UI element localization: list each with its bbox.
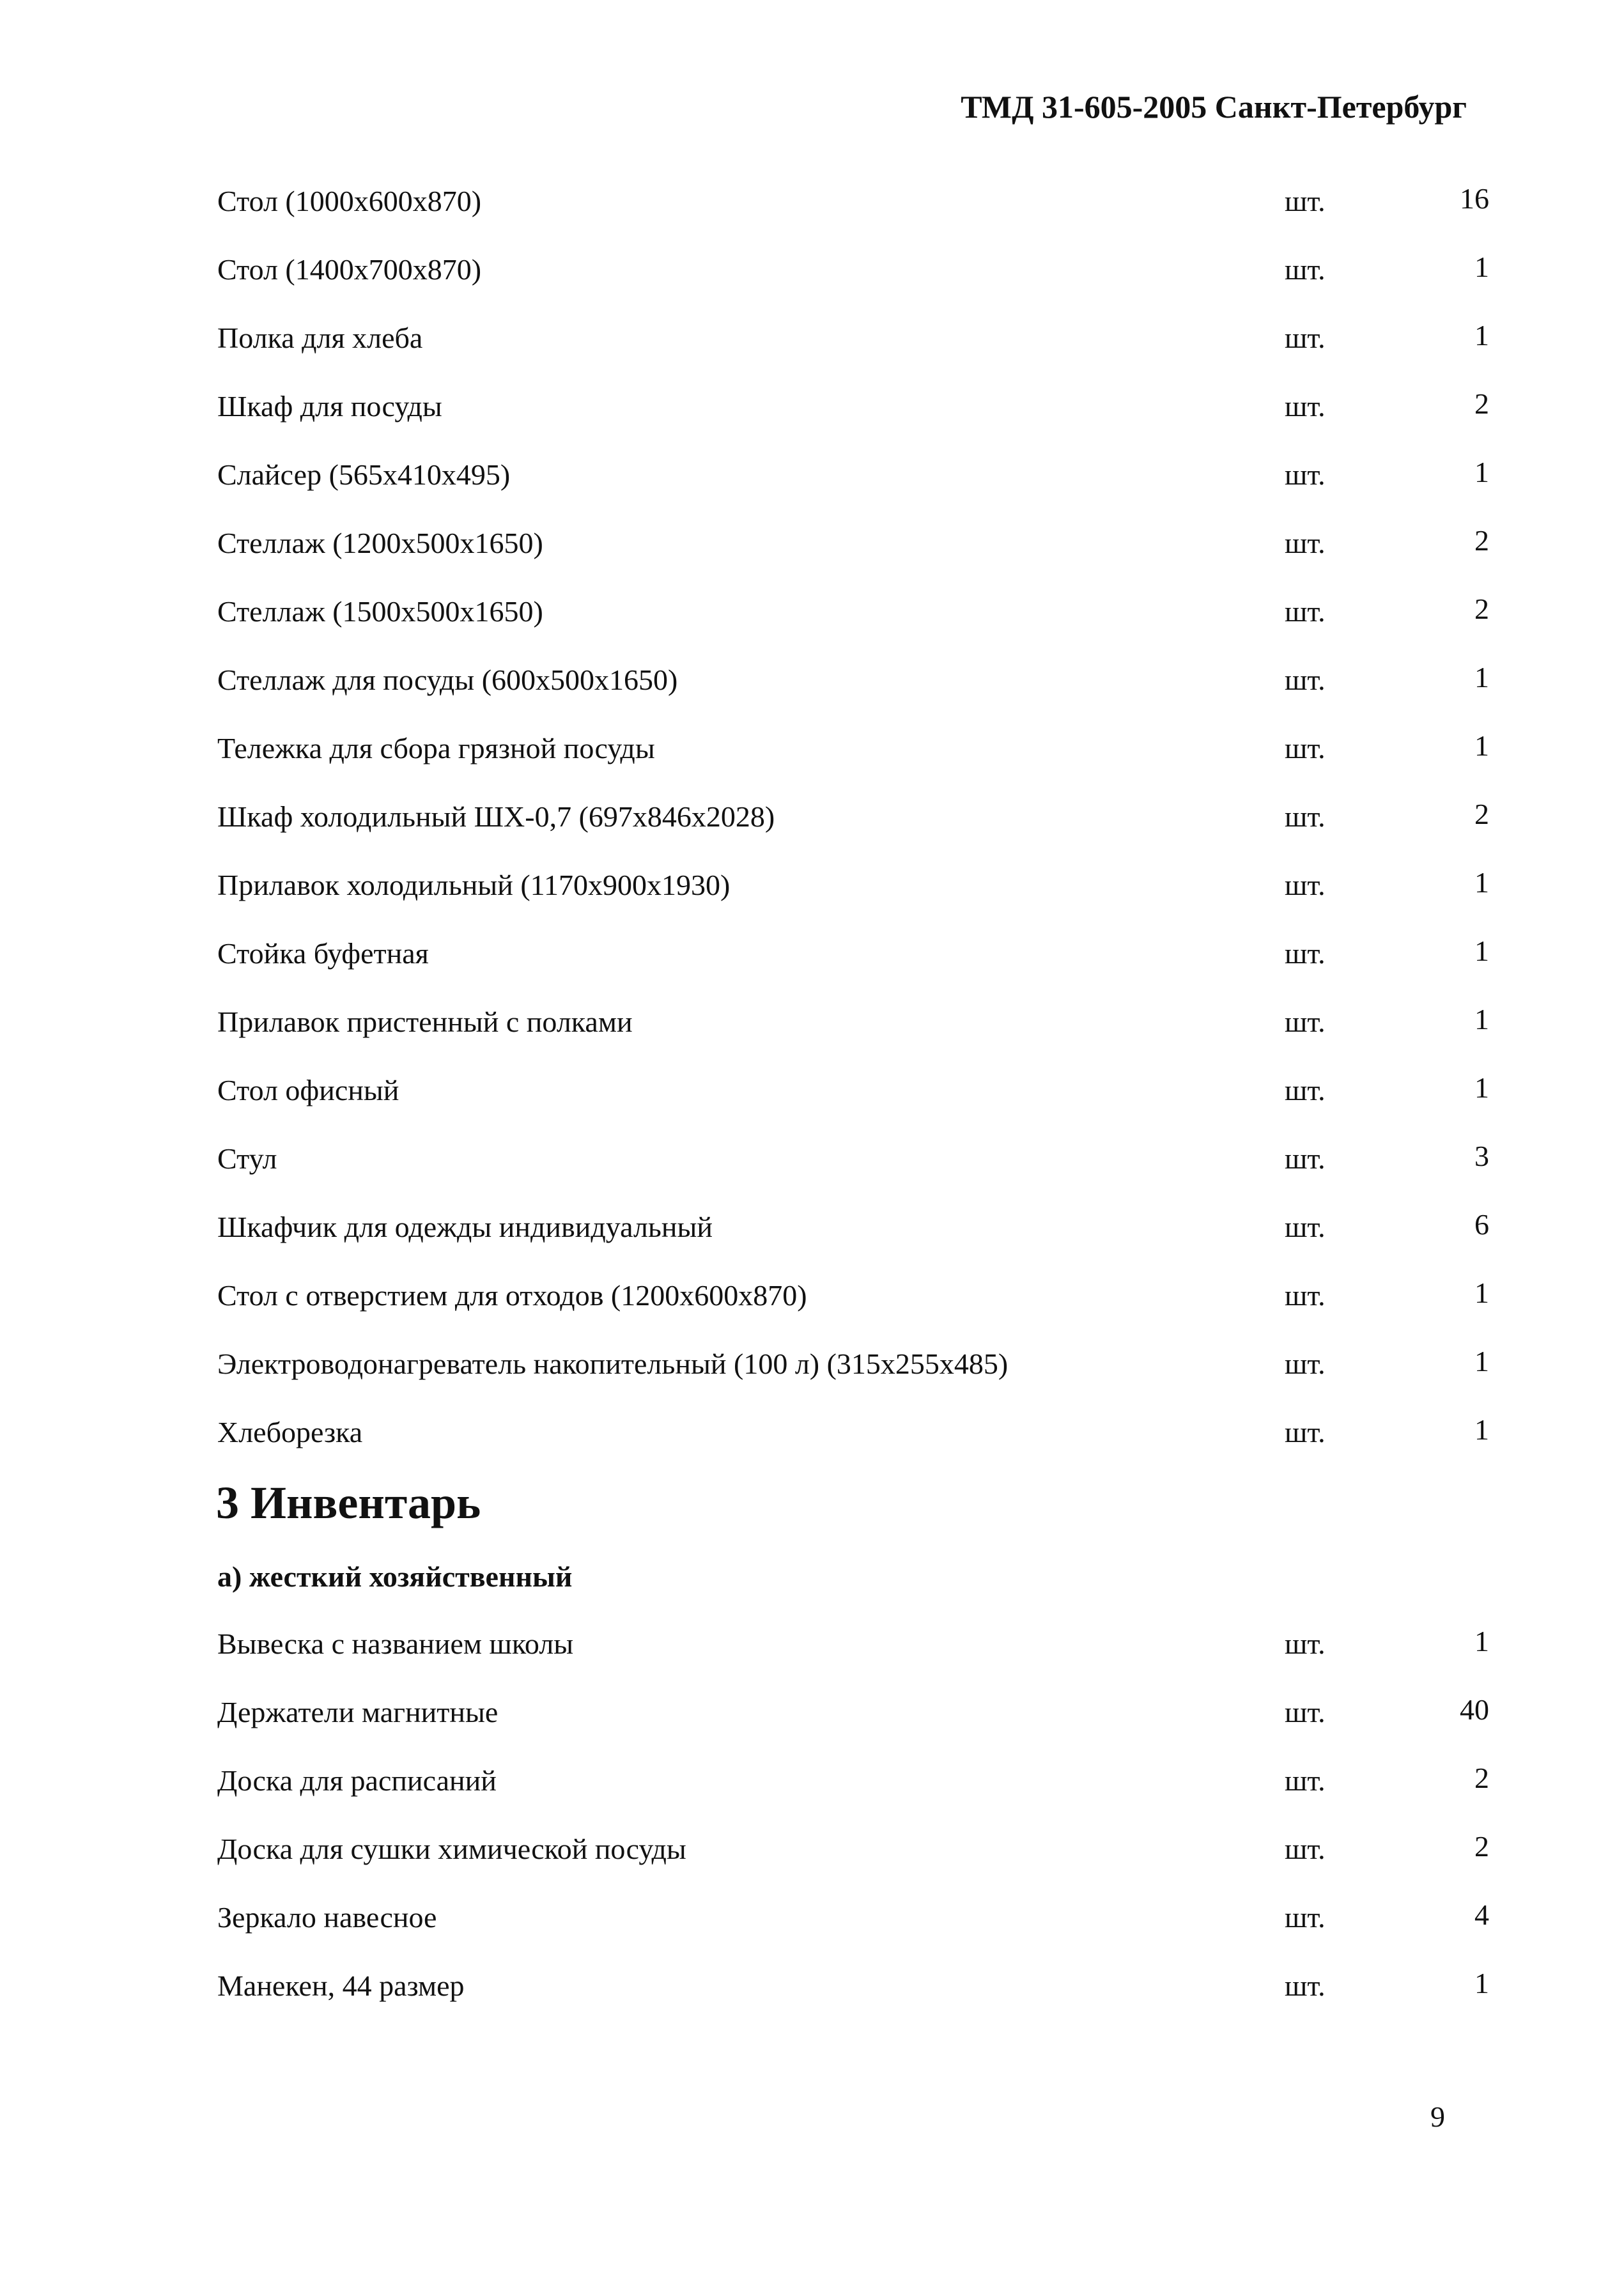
item-name: Манекен, 44 размер xyxy=(217,1969,465,2002)
item-unit: шт. xyxy=(1285,732,1326,764)
item-unit: шт. xyxy=(1285,1347,1326,1380)
list-item xyxy=(217,1347,1489,1415)
list-item xyxy=(217,1073,1489,1142)
item-unit: шт. xyxy=(1285,1074,1326,1106)
list-item xyxy=(217,1627,1489,1695)
item-quantity: 2 xyxy=(1474,593,1489,625)
list-item xyxy=(217,1969,1489,2037)
item-unit: шт. xyxy=(1285,595,1326,628)
document-header: ТМД 31-605-2005 Санкт-Петербург xyxy=(961,89,1467,125)
list-item xyxy=(217,936,1489,1005)
item-name: Хлеборезка xyxy=(217,1416,363,1448)
item-unit: шт. xyxy=(1285,1416,1326,1448)
item-unit: шт. xyxy=(1285,1627,1326,1660)
list-item xyxy=(217,1764,1489,1832)
item-quantity: 1 xyxy=(1474,319,1489,352)
list-item xyxy=(217,594,1489,663)
item-unit: шт. xyxy=(1285,458,1326,491)
item-unit: шт. xyxy=(1285,1211,1326,1243)
list-item xyxy=(217,458,1489,526)
item-name: Доска для расписаний xyxy=(217,1764,497,1797)
item-name: Доска для сушки химической посуды xyxy=(217,1833,686,1865)
list-item xyxy=(217,663,1489,731)
item-quantity: 2 xyxy=(1474,798,1489,830)
list-item xyxy=(217,1142,1489,1210)
item-quantity: 6 xyxy=(1474,1208,1489,1241)
item-quantity: 1 xyxy=(1474,866,1489,899)
list-item xyxy=(217,1415,1489,1484)
section-title: 3 Инвентарь xyxy=(216,1477,481,1528)
item-quantity: 3 xyxy=(1474,1140,1489,1172)
item-quantity: 40 xyxy=(1460,1693,1489,1726)
item-unit: шт. xyxy=(1285,1833,1326,1865)
list-item xyxy=(217,731,1489,800)
item-name: Стол (1000х600х870) xyxy=(217,185,482,217)
item-name: Стеллаж (1500х500х1650) xyxy=(217,595,543,628)
item-quantity: 2 xyxy=(1474,1762,1489,1794)
list-item xyxy=(217,868,1489,936)
item-quantity: 1 xyxy=(1474,661,1489,694)
item-quantity: 1 xyxy=(1474,1967,1489,1999)
item-quantity: 4 xyxy=(1474,1898,1489,1931)
item-quantity: 1 xyxy=(1474,935,1489,967)
item-unit: шт. xyxy=(1285,253,1326,286)
item-quantity: 1 xyxy=(1474,1413,1489,1446)
item-name: Стол (1400х700х870) xyxy=(217,253,482,286)
page-number: 9 xyxy=(1430,2100,1445,2133)
item-name: Стул xyxy=(217,1142,277,1175)
list-item xyxy=(217,526,1489,594)
item-name: Электроводонагреватель накопительный (100 л) (315х255х485) xyxy=(217,1347,1009,1380)
item-unit: шт. xyxy=(1285,1969,1326,2002)
item-quantity: 1 xyxy=(1474,1345,1489,1377)
item-name: Прилавок пристенный с полками xyxy=(217,1005,633,1038)
item-name: Стеллаж для посуды (600х500х1650) xyxy=(217,663,678,696)
item-unit: шт. xyxy=(1285,1142,1326,1175)
list-item xyxy=(217,1210,1489,1278)
list-item xyxy=(217,184,1489,252)
list-item xyxy=(217,389,1489,458)
item-unit: шт. xyxy=(1285,663,1326,696)
list-item xyxy=(217,1900,1489,1969)
item-name: Прилавок холодильный (1170х900х1930) xyxy=(217,869,731,901)
list-item xyxy=(217,1832,1489,1900)
item-name: Шкаф холодильный ШХ-0,7 (697х846х2028) xyxy=(217,800,775,833)
item-unit: шт. xyxy=(1285,937,1326,970)
item-name: Шкафчик для одежды индивидуальный xyxy=(217,1211,713,1243)
item-name: Полка для хлеба xyxy=(217,322,423,354)
equipment-list xyxy=(217,184,1489,1484)
item-unit: шт. xyxy=(1285,390,1326,423)
item-quantity: 16 xyxy=(1460,182,1489,215)
item-unit: шт. xyxy=(1285,1005,1326,1038)
item-quantity: 2 xyxy=(1474,387,1489,420)
item-name: Слайсер (565х410х495) xyxy=(217,458,511,491)
item-name: Стол офисный xyxy=(217,1074,399,1106)
item-quantity: 1 xyxy=(1474,1625,1489,1657)
item-unit: шт. xyxy=(1285,185,1326,217)
item-quantity: 2 xyxy=(1474,524,1489,557)
item-unit: шт. xyxy=(1285,1764,1326,1797)
item-quantity: 1 xyxy=(1474,1276,1489,1309)
item-name: Вывеска с названием школы xyxy=(217,1627,574,1660)
item-unit: шт. xyxy=(1285,869,1326,901)
list-item xyxy=(217,252,1489,321)
item-name: Стеллаж (1200х500х1650) xyxy=(217,527,543,559)
list-item xyxy=(217,1005,1489,1073)
item-name: Стойка буфетная xyxy=(217,937,429,970)
item-quantity: 1 xyxy=(1474,251,1489,283)
item-unit: шт. xyxy=(1285,1696,1326,1728)
list-item xyxy=(217,800,1489,868)
item-unit: шт. xyxy=(1285,1279,1326,1312)
item-unit: шт. xyxy=(1285,527,1326,559)
item-unit: шт. xyxy=(1285,800,1326,833)
item-quantity: 1 xyxy=(1474,456,1489,488)
item-name: Тележка для сбора грязной посуды xyxy=(217,732,655,764)
list-item xyxy=(217,321,1489,389)
subsection-title: а) жесткий хозяйственный xyxy=(217,1560,573,1593)
item-name: Держатели магнитные xyxy=(217,1696,499,1728)
item-name: Стол с отверстием для отходов (1200х600х870) xyxy=(217,1279,807,1312)
item-name: Шкаф для посуды xyxy=(217,390,442,423)
item-quantity: 2 xyxy=(1474,1830,1489,1863)
list-item xyxy=(217,1278,1489,1347)
item-quantity: 1 xyxy=(1474,1071,1489,1104)
item-unit: шт. xyxy=(1285,1901,1326,1934)
item-name: Зеркало навесное xyxy=(217,1901,437,1934)
inventory-list xyxy=(217,1627,1489,2037)
item-quantity: 1 xyxy=(1474,729,1489,762)
list-item xyxy=(217,1695,1489,1764)
item-quantity: 1 xyxy=(1474,1003,1489,1036)
item-unit: шт. xyxy=(1285,322,1326,354)
